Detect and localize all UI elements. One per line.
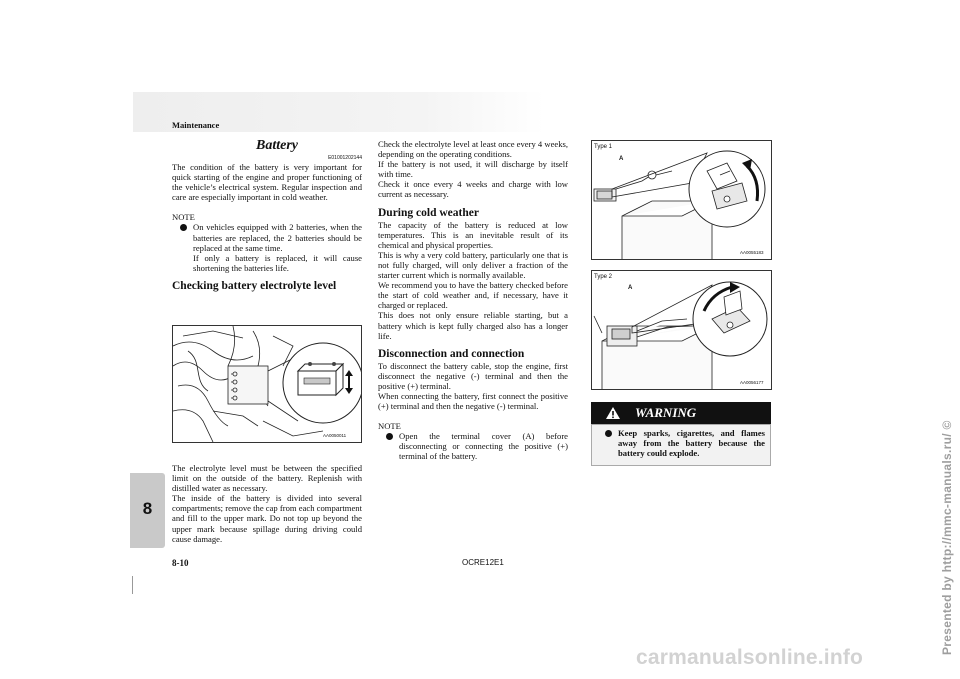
engine-bay-illustration bbox=[173, 326, 361, 442]
engine-bay-figure bbox=[172, 325, 362, 443]
disconnection-paragraph-2: When connecting the battery, first connect the positive (+) terminal and then the negative (-) terminal. bbox=[378, 390, 568, 412]
check-paragraph-3: Check it once every 4 weeks and charge with low current as necessary. bbox=[378, 179, 568, 200]
check-paragraph-1: Check the electrolyte level at least once every 4 weeks, depending on the operating conditions. bbox=[378, 139, 568, 160]
type2-figure bbox=[591, 270, 772, 390]
warning-title: WARNING bbox=[635, 405, 697, 420]
watermark-site: carmanualsonline.info bbox=[636, 646, 864, 669]
bullet-dot-icon bbox=[180, 224, 187, 231]
type1-figure bbox=[591, 140, 772, 260]
type2-code: AA0056177 bbox=[740, 380, 764, 385]
note-label-2: NOTE bbox=[378, 421, 401, 432]
type1-code: AA0055183 bbox=[740, 250, 764, 255]
left-column-lower bbox=[172, 463, 362, 544]
disconnection-paragraph-1: To disconnect the battery cable, stop the engine, first disconnect the negative (-) terminal and then the positive (+) terminal. bbox=[378, 360, 568, 391]
cold-weather-heading: During cold weather bbox=[378, 206, 479, 219]
cold-paragraph-1: The capacity of the battery is reduced at low temperatures. This is an inevitable result of its chemical and physical properties. bbox=[378, 219, 568, 250]
warning-triangle-icon bbox=[605, 406, 621, 420]
warning-body bbox=[605, 428, 765, 458]
bullet-dot-icon bbox=[605, 430, 612, 437]
type2-callout: A bbox=[628, 285, 633, 291]
bullet-dot-icon bbox=[386, 433, 393, 440]
cold-paragraph-3: We recommend you to have the battery checked before the start of cold weather and, if necessary, have it charged or replaced. bbox=[378, 280, 568, 311]
chapter-number: 8 bbox=[142, 499, 153, 518]
section-header: Maintenance bbox=[172, 120, 220, 130]
note-label: NOTE bbox=[172, 212, 195, 223]
electrolyte-heading: Checking battery electrolyte level bbox=[172, 279, 337, 292]
document-code: OCRE12E1 bbox=[462, 558, 504, 567]
note-text-2: If only a battery is replaced, it will cause shortening the batteries life. bbox=[193, 252, 362, 273]
title-code: E01001202144 bbox=[328, 155, 362, 161]
disconnection-heading: Disconnection and connection bbox=[378, 347, 525, 360]
cold-paragraph-4: This does not only ensure reliable starting, but a battery which is kept fully charged also has a longer life. bbox=[378, 310, 568, 341]
type2-label: Type 2 bbox=[594, 274, 613, 280]
note-item bbox=[172, 222, 362, 272]
left-column bbox=[172, 139, 362, 293]
page-title: Battery bbox=[256, 138, 298, 153]
cold-paragraph-2: This is why a very cold battery, particularly one that is not fully charged, will only deliver a fraction of the starter current which is normally available. bbox=[378, 249, 568, 281]
type1-callout: A bbox=[619, 156, 624, 162]
type1-label: Type 1 bbox=[594, 144, 613, 150]
type2-illustration bbox=[592, 271, 771, 389]
electrolyte-paragraph-2: The inside of the battery is divided into several compartments; remove the cap from each compartment and fill to the upper mark. Do not top up beyond the upper mark because spillage during driving could cause damage. bbox=[172, 493, 362, 544]
page-number: 8-10 bbox=[172, 558, 189, 568]
electrolyte-paragraph-1: The electrolyte level must be between the specified limit on the outside of the battery. Replenish with distilled water as necessary. bbox=[172, 463, 362, 494]
intro-paragraph: The condition of the battery is very important for quick starting of the engine and proper functioning of the vehicle’s electrical system. Regular inspection and care are especially important in cold weather. bbox=[172, 162, 362, 203]
warning-text: Keep sparks, cigarettes, and flames away from the battery because the battery could explode. bbox=[618, 428, 765, 459]
note-item-2 bbox=[378, 431, 568, 461]
note-text-middle: Open the terminal cover (A) before disconnecting or connecting the positive (+) terminal of the battery. bbox=[399, 431, 568, 462]
note-text: On vehicles equipped with 2 batteries, when the batteries are replaced, the 2 batteries should be replaced at the same time. bbox=[193, 222, 362, 253]
middle-column bbox=[378, 139, 568, 462]
crop-mark bbox=[132, 576, 133, 594]
figure-code: AA0050011 bbox=[323, 433, 347, 438]
check-paragraph-2: If the battery is not used, it will discharge by itself with time. bbox=[378, 159, 568, 180]
watermark-presented-by: Presented by http://mmc-manuals.ru/ © bbox=[940, 420, 954, 655]
